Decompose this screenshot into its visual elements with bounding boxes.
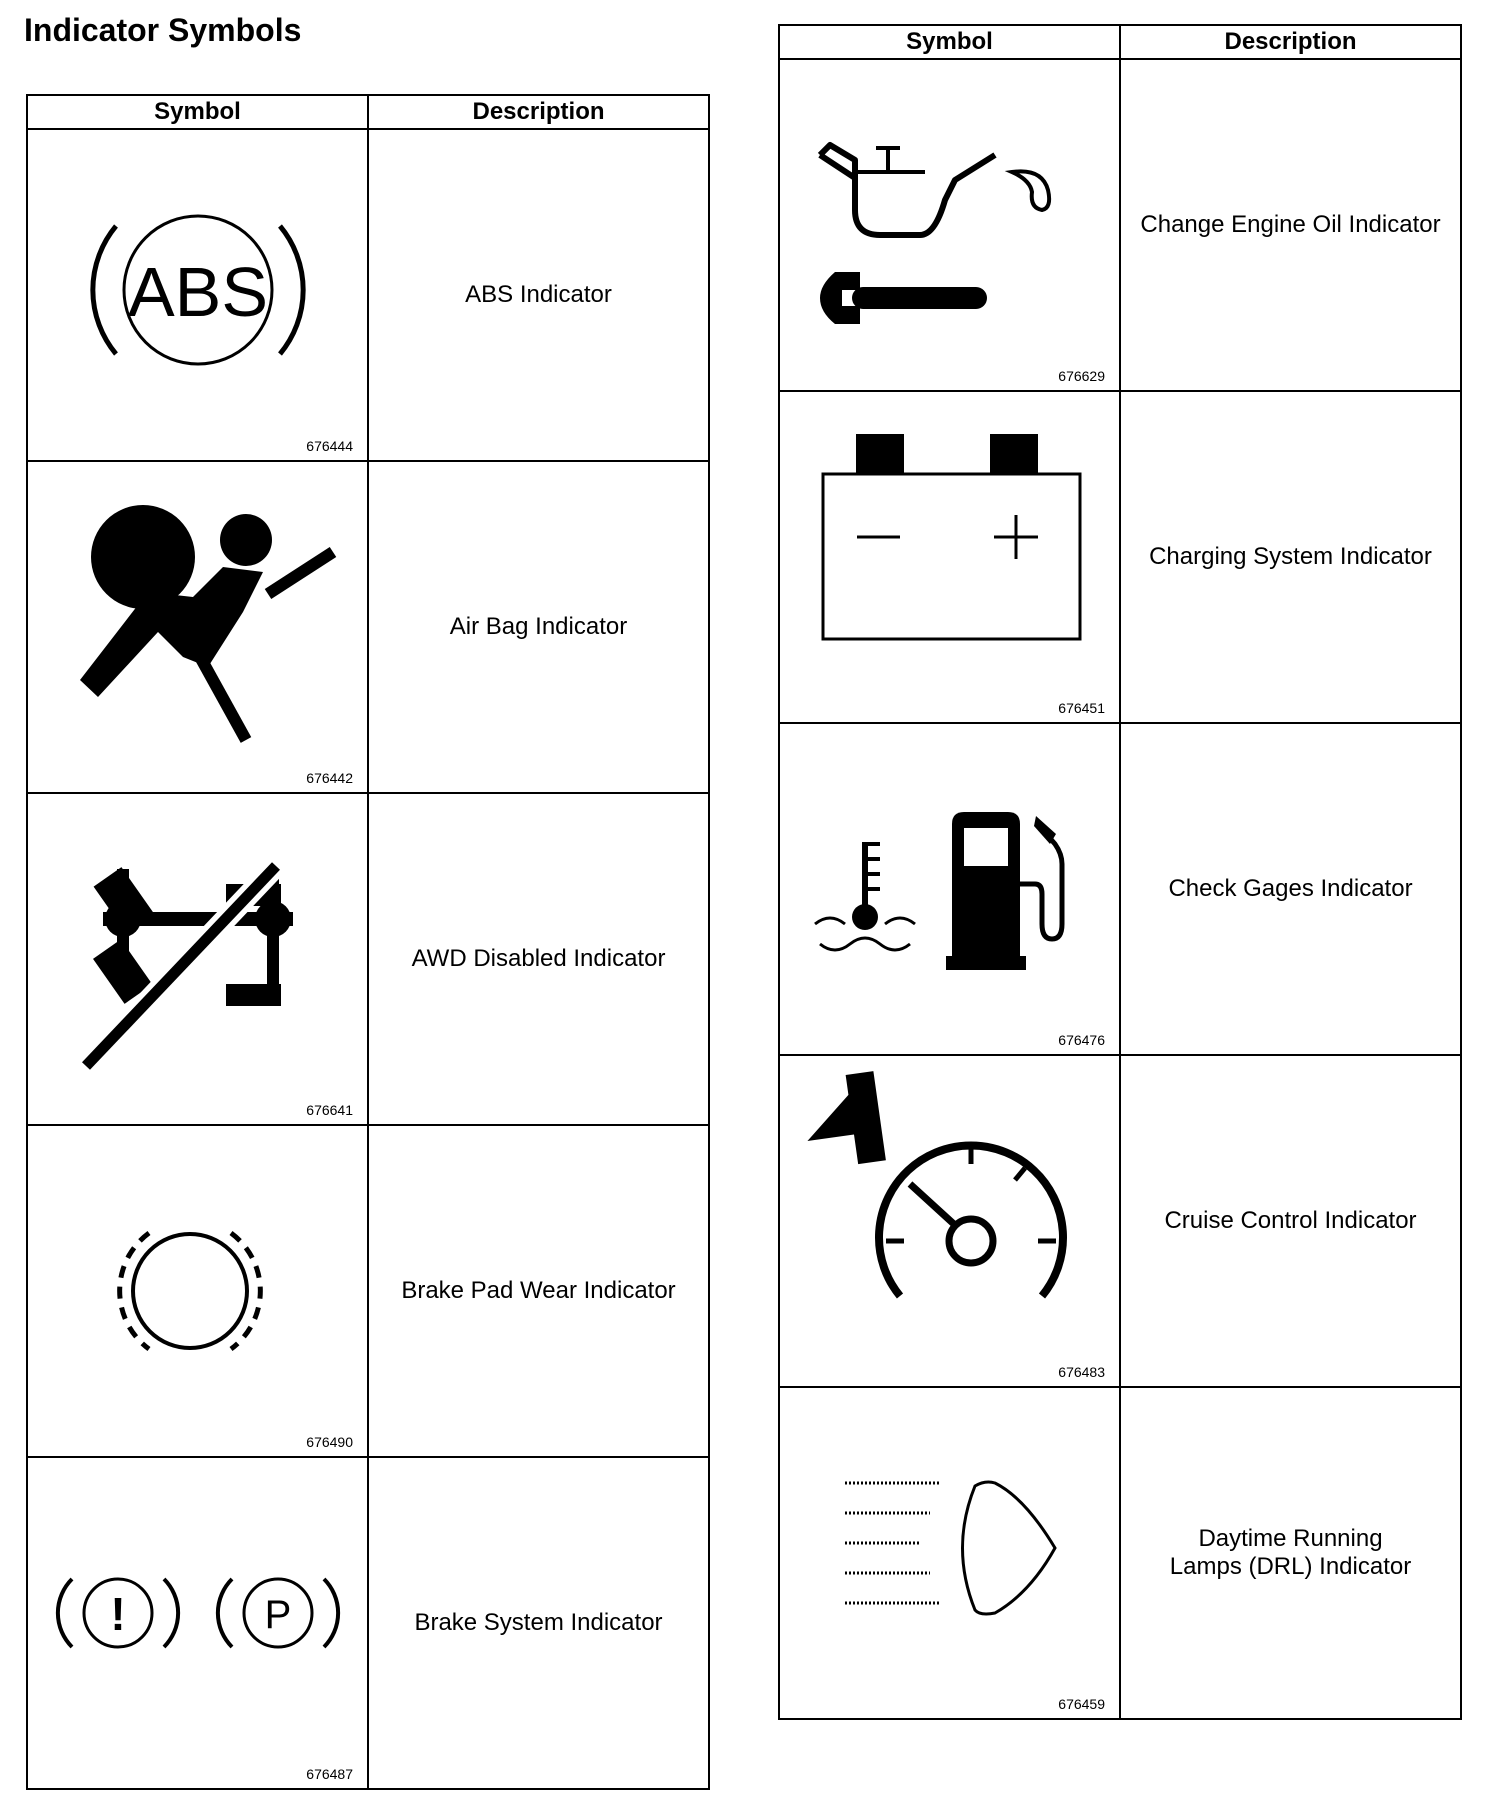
abs-icon-label: ABS: [127, 253, 269, 331]
description-cell: [368, 793, 709, 1125]
figure-number: 676459: [1058, 1696, 1105, 1712]
symbol-header: Symbol: [27, 95, 368, 129]
table-row: [27, 461, 709, 793]
description-cell: [1120, 59, 1461, 391]
table-row: [779, 1387, 1461, 1719]
description-cell: [1120, 1055, 1461, 1387]
figure-number: 676442: [306, 770, 353, 786]
brake-system-icon: [28, 1458, 369, 1788]
abs-icon: [28, 130, 369, 460]
cruise-control-icon: [780, 1056, 1121, 1386]
symbol-cell: [779, 59, 1120, 391]
air-bag-icon: [28, 462, 369, 792]
figure-number: 676444: [306, 438, 353, 454]
description-header: Description: [1120, 25, 1461, 59]
symbol-cell: [27, 461, 368, 793]
description-header: Description: [368, 95, 709, 129]
table-header-row: [27, 95, 709, 129]
table-header-row: [779, 25, 1461, 59]
page-title: Indicator Symbols: [24, 12, 302, 48]
symbol-cell: [779, 391, 1120, 723]
symbol-cell: [27, 1457, 368, 1789]
table-row: [27, 129, 709, 461]
description-cell: [1120, 1387, 1461, 1719]
figure-number: 676476: [1058, 1032, 1105, 1048]
table-row: [779, 59, 1461, 391]
description-text: Cruise Control Indicator: [1164, 1207, 1417, 1234]
change-engine-oil-icon: [780, 60, 1121, 390]
description-cell: [368, 1457, 709, 1789]
table-row: [779, 723, 1461, 1055]
symbol-cell: [27, 129, 368, 461]
table-row: [27, 793, 709, 1125]
figure-number: 676641: [306, 1102, 353, 1118]
description-text: ABS Indicator: [465, 281, 612, 308]
description-text-line1: Daytime Running: [1198, 1525, 1383, 1552]
figure-number: 676451: [1058, 700, 1105, 716]
brake-pad-wear-icon: [28, 1126, 369, 1456]
symbol-cell: [779, 1387, 1120, 1719]
description-cell: [1120, 391, 1461, 723]
check-gages-icon: [780, 724, 1121, 1054]
exclamation-label: !: [110, 1588, 126, 1640]
figure-number: 676490: [306, 1434, 353, 1450]
symbol-header: Symbol: [779, 25, 1120, 59]
description-text: Brake System Indicator: [414, 1609, 663, 1636]
symbol-cell: [27, 1125, 368, 1457]
battery-icon: [780, 392, 1121, 722]
left-indicator-table: [26, 94, 710, 1790]
table-row: [27, 1457, 709, 1789]
drl-icon: [780, 1388, 1121, 1718]
parking-label: P: [264, 1593, 292, 1637]
symbol-cell: [779, 1055, 1120, 1387]
description-text-line2: Lamps (DRL) Indicator: [1169, 1553, 1412, 1580]
description-text: Check Gages Indicator: [1168, 875, 1413, 902]
description-text: AWD Disabled Indicator: [411, 945, 666, 972]
figure-number: 676487: [306, 1766, 353, 1782]
description-text: Brake Pad Wear Indicator: [401, 1277, 676, 1304]
description-cell: [368, 461, 709, 793]
description-text: Charging System Indicator: [1149, 543, 1432, 570]
description-text: Air Bag Indicator: [449, 613, 628, 640]
description-text: Change Engine Oil Indicator: [1140, 211, 1441, 238]
right-indicator-table: [778, 24, 1462, 1720]
figure-number: 676483: [1058, 1364, 1105, 1380]
awd-disabled-icon: [28, 794, 369, 1124]
table-row: [27, 1125, 709, 1457]
figure-number: 676629: [1058, 368, 1105, 384]
description-cell: [1120, 723, 1461, 1055]
symbol-cell: [27, 793, 368, 1125]
table-row: [779, 1055, 1461, 1387]
description-cell: [368, 129, 709, 461]
symbol-cell: [779, 723, 1120, 1055]
description-cell: [368, 1125, 709, 1457]
table-row: [779, 391, 1461, 723]
